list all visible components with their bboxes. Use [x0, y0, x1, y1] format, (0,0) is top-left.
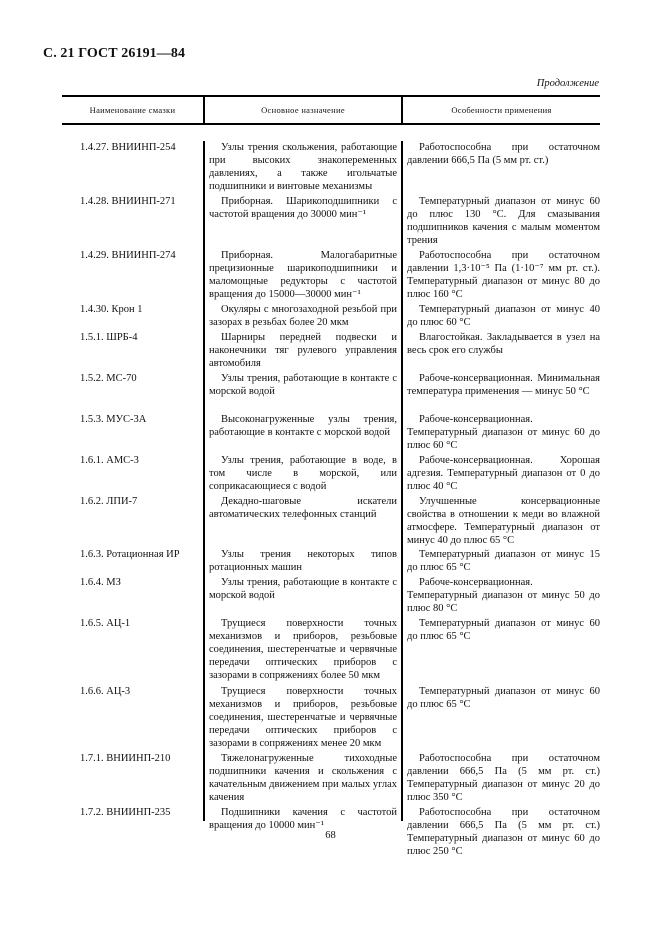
lubricant-name — [62, 195, 203, 208]
lubricant-features — [403, 617, 600, 643]
page-number: 68 — [325, 830, 336, 841]
lubricant-purpose — [205, 752, 401, 804]
lubricant-purpose-text: Окуляры с многозаходной резьбой при зазорах в резьбах более 20 мкм — [209, 304, 397, 328]
lubricant-purpose — [205, 303, 401, 329]
lubricant-name-text: 1.4.30. Крон 1 — [80, 304, 143, 315]
lubricant-features-text: Рабоче-консервационная. Хорошая адгезия. Температурный диапазон от 0 до плюс 40 °С — [407, 455, 600, 492]
lubricant-features-text: Температурный диапазон от минус 40 до плюс 60 °С — [407, 304, 600, 328]
lubricant-features-text: Улучшенные консервационные свойства в отношении к меди во влажной атмосфере. Температурный диапазон от минус 40 до плюс 65 °С — [407, 496, 600, 546]
lubricant-name — [62, 548, 203, 561]
lubricant-name-text: 1.7.1. ВНИИНП-210 — [80, 753, 171, 764]
lubricant-name-text: 1.4.28. ВНИИНП-271 — [80, 196, 176, 207]
lubricant-features — [403, 372, 600, 398]
lubricant-purpose-text: Приборная. Шарикоподшипники с частотой вращения до 30000 мин⁻¹ — [209, 196, 397, 220]
lubricant-name — [62, 454, 203, 467]
lubricant-purpose-text: Высоконагруженные узлы трения, работающие в контакте с морской водой — [209, 414, 397, 438]
lubricant-features — [403, 548, 600, 574]
lubricant-features — [403, 141, 600, 167]
lubricant-name — [62, 413, 203, 426]
column-name — [62, 141, 203, 821]
lubricant-purpose — [205, 806, 401, 832]
lubricant-purpose — [205, 195, 401, 221]
lubricant-features-text: Работоспособна при остаточном давлении 666,5 Па (5 мм рт. ст.) Температурный диапазон от минус 60 до плюс 250 °С — [407, 807, 600, 857]
column-header-name: Наименование смазки — [89, 105, 176, 115]
lubricant-features-text: Температурный диапазон от минус 60 до плюс 65 °С — [407, 686, 600, 710]
lubricant-purpose-text: Узлы трения, работающие в контакте с морской водой — [209, 373, 397, 397]
lubricant-purpose — [205, 685, 401, 750]
lubricant-purpose-text: Узлы трения скольжения, работающие при высоких знакопеременных давлениях, а также игольчатые подшипники и винтовые механизмы — [209, 142, 397, 192]
lubricant-purpose — [205, 495, 401, 521]
column-header-purpose: Основное назначение — [203, 97, 401, 123]
lubricant-name — [62, 372, 203, 385]
lubricant-purpose-text: Приборная. Малогабаритные прецизионные шарикоподшипники и маломощные редукторы с частотой вращения до 15000—30000 мин⁻¹ — [209, 250, 397, 300]
lubricant-purpose-text: Узлы трения, работающие в контакте с морской водой — [209, 577, 397, 601]
lubricant-purpose-text: Узлы трения некоторых типов ротационных машин — [209, 549, 397, 573]
lubricant-purpose-text: Трущиеся поверхности точных механизмов и приборов, резьбовые соединения, шестеренчатые и червячные передачи оптических приборов с зазорами в сопряжениях более 50 мкм — [209, 618, 397, 681]
lubricant-purpose — [205, 413, 401, 439]
lubricant-features-text: Рабоче-консервационная. Температурный диапазон от минус 60 до плюс 60 °С — [407, 414, 600, 451]
lubricant-features-text: Влагостойкая. Закладывается в узел на весь срок его службы — [407, 332, 600, 356]
lubricant-purpose — [205, 249, 401, 301]
lubricant-name — [62, 806, 203, 819]
column-header-features: Особенности применения — [401, 97, 600, 123]
lubricant-name — [62, 141, 203, 154]
lubricant-purpose — [205, 141, 401, 193]
lubricant-purpose — [205, 331, 401, 370]
lubricant-purpose-text: Декадно-шаговые искатели автоматических телефонных станций — [209, 496, 397, 520]
lubricant-features — [403, 752, 600, 804]
lubricant-name — [62, 303, 203, 316]
lubricant-purpose-text: Шарниры передней подвески и наконечники тяг рулевого управления автомобиля — [209, 332, 397, 369]
lubricant-purpose-text: Тяжелонагруженные тихоходные подшипники качения и скольжения с качательным движением при малых углах качения — [209, 753, 397, 803]
lubricant-features — [403, 495, 600, 547]
lubricant-purpose — [205, 454, 401, 493]
lubricant-purpose-text: Трущиеся поверхности точных механизмов и приборов, резьбовые соединения, шестеренчатые и червячные передачи оптических приборов с зазорами в сопряжениях менее 20 мкм — [209, 686, 397, 749]
lubricant-features — [403, 249, 600, 301]
lubricant-name — [62, 617, 203, 630]
lubricant-name-text: 1.6.3. Ротационная ИР — [80, 549, 180, 560]
lubricant-name-text: 1.6.4. МЗ — [80, 577, 121, 588]
column-features — [401, 141, 600, 857]
lubricant-name — [62, 331, 203, 344]
lubricant-name-text: 1.5.3. МУС-3А — [80, 414, 147, 425]
lubricant-features-text: Работоспособна при остаточном давлении 666,5 Па (5 мм рт. ст.) — [407, 142, 600, 166]
lubricant-purpose — [205, 617, 401, 682]
lubricant-name-text: 1.4.27. ВНИИНП-254 — [80, 142, 176, 153]
lubricant-features — [403, 303, 600, 329]
lubricant-name — [62, 752, 203, 765]
lubricant-name — [62, 685, 203, 698]
lubricant-features — [403, 195, 600, 247]
lubricant-features-text: Работоспособна при остаточном давлении 1,3·10⁻⁵ Па (1·10⁻⁷ мм рт. ст.). Температурный диапазон от минус 80 до плюс 160 °С — [407, 250, 600, 300]
continuation-label: Продолжение — [536, 78, 599, 89]
lubricant-name-text: 1.4.29. ВНИИНП-274 — [80, 250, 176, 261]
lubricant-features-text: Температурный диапазон от минус 60 до плюс 130 °С. Для смазывания подшипников качения с малым моментом трения — [407, 196, 600, 246]
lubricant-name-text: 1.7.2. ВНИИНП-235 — [80, 807, 171, 818]
lubricant-name-text: 1.6.1. АМС-3 — [80, 455, 139, 466]
lubricant-features — [403, 685, 600, 711]
lubricant-purpose-text: Подшипники качения с частотой вращения до 10000 мин⁻¹ — [209, 807, 397, 831]
lubricant-features — [403, 413, 600, 452]
lubricant-features-text: Температурный диапазон от минус 60 до плюс 65 °С — [407, 618, 600, 642]
lubricant-purpose — [205, 548, 401, 574]
table-header — [62, 95, 600, 125]
lubricant-name-text: 1.5.1. ШРБ-4 — [80, 332, 138, 343]
lubricant-name — [62, 495, 203, 508]
lubricant-purpose — [205, 576, 401, 602]
lubricant-features-text: Рабоче-консервационная. Минимальная температура применения — минус 50 °С — [407, 373, 600, 397]
lubricant-name-text: 1.6.5. АЦ-1 — [80, 618, 131, 629]
lubricant-features — [403, 331, 600, 357]
lubricant-features — [403, 576, 600, 615]
lubricant-purpose — [205, 372, 401, 398]
lubricant-features-text: Работоспособна при остаточном давлении 666,5 Па (5 мм рт. ст.) Температурный диапазон от минус 20 до плюс 350 °С — [407, 753, 600, 803]
lubricant-purpose-text: Узлы трения, работающие в воде, в том числе в морской, или соприкасающиеся с водой — [209, 455, 397, 492]
lubricant-name-text: 1.6.6. АЦ-3 — [80, 686, 131, 697]
lubricant-name — [62, 249, 203, 262]
lubricant-name — [62, 576, 203, 589]
lubricant-features-text: Рабоче-консервационная. Температурный диапазон от минус 50 до плюс 80 °С — [407, 577, 600, 614]
lubricant-features-text: Температурный диапазон от минус 15 до плюс 65 °С — [407, 549, 600, 573]
page-header: С. 21 ГОСТ 26191—84 — [43, 46, 186, 61]
lubricant-name-text: 1.5.2. МС-70 — [80, 373, 137, 384]
lubricant-features — [403, 454, 600, 493]
lubricant-name-text: 1.6.2. ЛПИ-7 — [80, 496, 138, 507]
column-purpose — [203, 141, 401, 831]
